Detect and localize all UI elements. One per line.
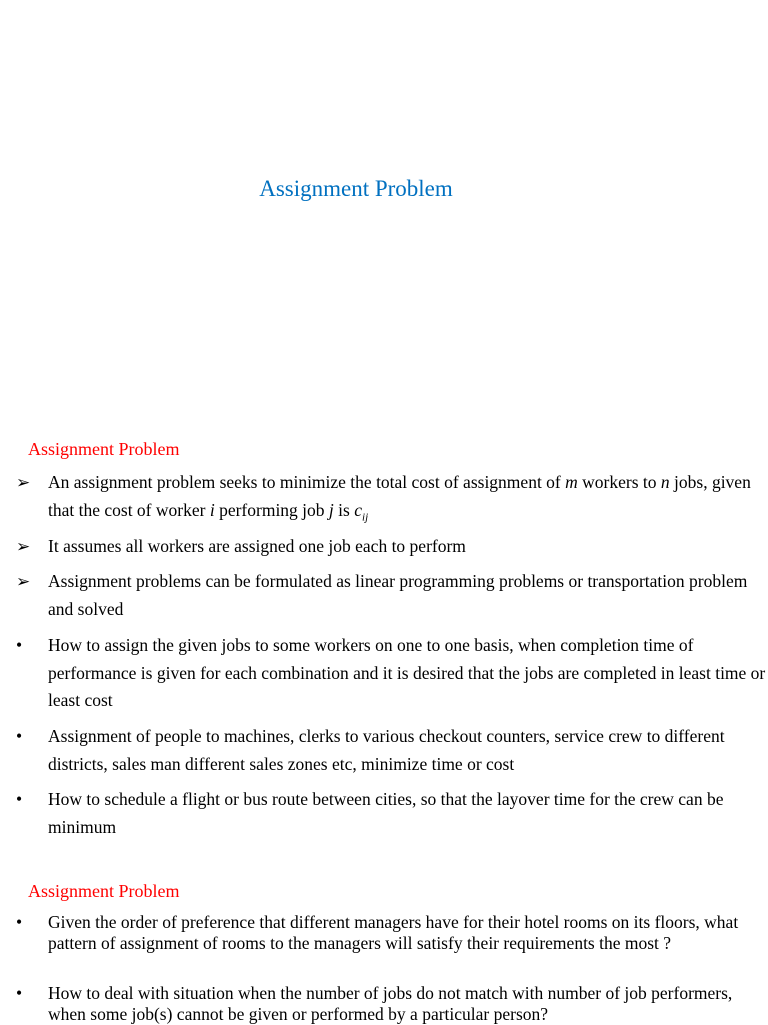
list-item	[16, 533, 768, 561]
bullet-icon: •	[16, 635, 23, 655]
item-text: How to deal with situation when the number of jobs do not match with number of job performers, when some job(s) cannot be given or performed by a particular person?	[48, 983, 733, 1024]
item-text: is	[333, 499, 355, 520]
bullet-icon: •	[16, 789, 23, 809]
item-text: How to assign the given jobs to some workers on one to one basis, when completion time of performance is given for each combination and it is desired that the jobs are completed in least time or least cost	[48, 635, 766, 710]
math-var: j	[328, 499, 334, 520]
math-var: n	[660, 472, 670, 492]
item-text: Given the order of preference that different managers have for their hotel rooms on its floors, what pattern of assignment of rooms to the managers will satisfy their requirements the most ?	[48, 912, 739, 953]
list-item	[16, 632, 768, 715]
section-title: Assignment Problem	[28, 881, 180, 901]
list-item	[16, 723, 768, 778]
item-text: Assignment of people to machines, clerks to various checkout counters, service crew to different districts, sales man different sales zones etc, minimize time or cost	[48, 726, 725, 774]
item-text: Assignment problems can be formulated as linear programming problems or transportation problem and solved	[48, 571, 748, 619]
item-text: How to schedule a flight or bus route between cities, so that the layover time for the crew can be minimum	[48, 789, 724, 837]
item-text: An assignment problem seeks to minimize the total cost of assignment of	[48, 472, 566, 492]
item-text: It assumes all workers are assigned one job each to perform	[48, 536, 466, 556]
math-subscript: ij	[362, 511, 369, 523]
section-title: Assignment Problem	[28, 439, 180, 459]
arrow-bullet-icon: ➢	[16, 537, 31, 556]
math-var: m	[565, 472, 578, 492]
item-text: workers to	[577, 472, 661, 492]
item-text: jobs, given that the cost of worker	[48, 472, 751, 520]
bullet-icon: •	[16, 912, 23, 932]
list-item	[16, 983, 768, 1025]
list-item	[16, 786, 768, 841]
bullet-icon: •	[16, 983, 23, 1003]
math-var: c	[354, 499, 363, 520]
list-item	[16, 912, 768, 954]
item-text: performing job	[214, 499, 329, 520]
arrow-bullet-icon: ➢	[16, 473, 31, 492]
list-item	[16, 469, 768, 532]
page-title: Assignment Problem	[259, 176, 453, 201]
math-var: i	[209, 499, 215, 520]
list-item	[16, 568, 768, 623]
bullet-icon: •	[16, 726, 23, 746]
arrow-bullet-icon: ➢	[16, 572, 31, 591]
